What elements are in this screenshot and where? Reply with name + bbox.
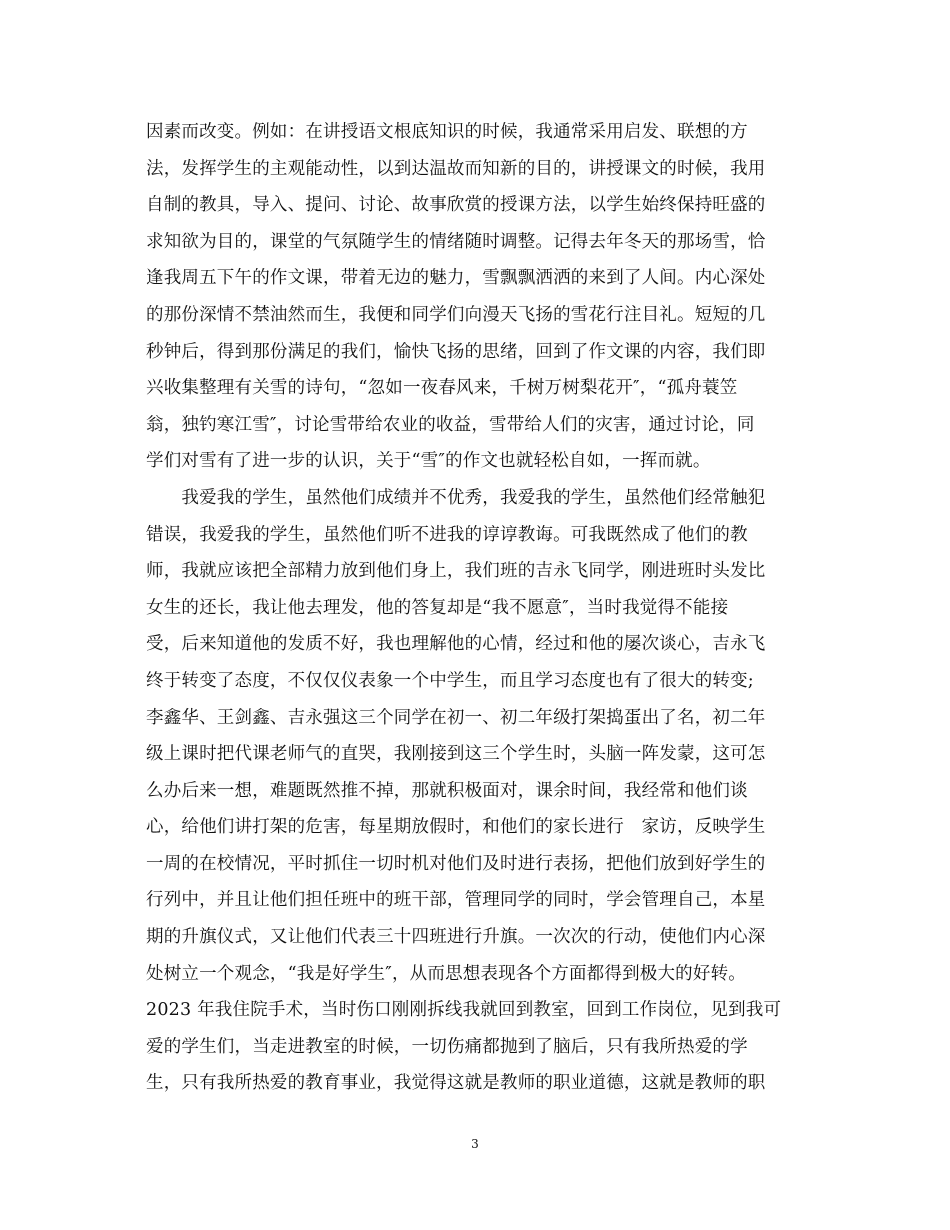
text-line: 处树立一个观念，“我是好学生″，从而思想表现各个方面都得到极大的好转。 <box>146 963 746 984</box>
text-line: 2023 年我住院手术，当时伤口刚刚拆线我就回到教室，回到工作岗位，见到我可 <box>146 1000 782 1021</box>
text-line: 终于转变了态度，不仅仅仪表象一个中学生，而且学习态度也有了很大的转变; <box>146 670 754 691</box>
text-line: 期的升旗仪式，又让他们代表三十四班进行升旗。一次次的行动，使他们内心深 <box>146 927 766 948</box>
body-text <box>146 114 806 1102</box>
text-line: 李鑫华、王剑鑫、吉永强这三个同学在初一、初二年级打架捣蛋出了名，初二年 <box>146 707 766 728</box>
text-line: 我爱我的学生，虽然他们成绩并不优秀，我爱我的学生，虽然他们经常触犯 <box>146 487 766 508</box>
text-line: 求知欲为目的，课堂的气氛随学生的情绪随时调整。记得去年冬天的那场雪，恰 <box>146 231 766 252</box>
text-line: 级上课时把代课老师气的直哭，我刚接到这三个学生时，头脑一阵发蒙，这可怎 <box>146 744 766 765</box>
text-line: 法，发挥学生的主观能动性，以到达温故而知新的目的，讲授课文的时候，我用 <box>146 158 766 179</box>
text-line: 的那份深情不禁油然而生，我便和同学们向漫天飞扬的雪花行注目礼。短短的几 <box>146 304 766 325</box>
text-line: 秒钟后，得到那份满足的我们，愉快飞扬的思绪，回到了作文课的内容，我们即 <box>146 341 766 362</box>
page-number: 3 <box>471 1137 479 1151</box>
text-line: 受，后来知道他的发质不好，我也理解他的心情，经过和他的屡次谈心，吉永飞 <box>146 634 766 655</box>
text-line: 因素而改变。例如：在讲授语文根底知识的时候，我通常采用启发、联想的方 <box>146 122 748 142</box>
text-line: 行列中，并且让他们担任班中的班干部，管理同学的同时，学会管理自己，本星 <box>146 890 766 911</box>
text-line: 心，给他们讲打架的危害，每星期放假时，和他们的家长进行 家访，反映学生 <box>146 817 766 838</box>
text-line: 翁，独钓寒江雪″，讨论雪带给农业的收益，雪带给人们的灾害，通过讨论，同 <box>146 414 755 435</box>
text-line: 自制的教具，导入、提问、讨论、故事欣赏的授课方法，以学生始终保持旺盛的 <box>146 195 766 216</box>
text-line: 一周的在校情况，平时抓住一切时机对他们及时进行表扬，把他们放到好学生的 <box>146 853 766 874</box>
text-line: 学们对雪有了进一步的认识，关于“雪″的作文也就轻松自如，一挥而就。 <box>146 451 711 472</box>
text-line: 爱的学生们，当走进教室的时候，一切伤痛都抛到了脑后，只有我所热爱的学 <box>146 1036 748 1057</box>
text-line: 女生的还长，我让他去理发，他的答复却是“我不愿意″，当时我觉得不能接 <box>146 597 729 618</box>
text-line: 么办后来一想，难题既然推不掉，那就积极面对，课余时间，我经常和他们谈 <box>146 780 748 801</box>
text-line: 生，只有我所热爱的教育事业，我觉得这就是教师的职业道德，这就是教师的职 <box>146 1073 766 1094</box>
text-line: 逢我周五下午的作文课，带着无边的魅力，雪飘飘洒洒的来到了人间。内心深处 <box>146 268 766 289</box>
text-line: 兴收集整理有关雪的诗句，“忽如一夜春风来，千树万树梨花开″，“孤舟蓑笠 <box>146 378 738 399</box>
text-line: 错误，我爱我的学生，虽然他们听不进我的谆谆教诲。可我既然成了他们的教 <box>146 524 748 545</box>
text-line: 师，我就应该把全部精力放到他们身上，我们班的吉永飞同学，刚进班时头发比 <box>146 561 766 582</box>
